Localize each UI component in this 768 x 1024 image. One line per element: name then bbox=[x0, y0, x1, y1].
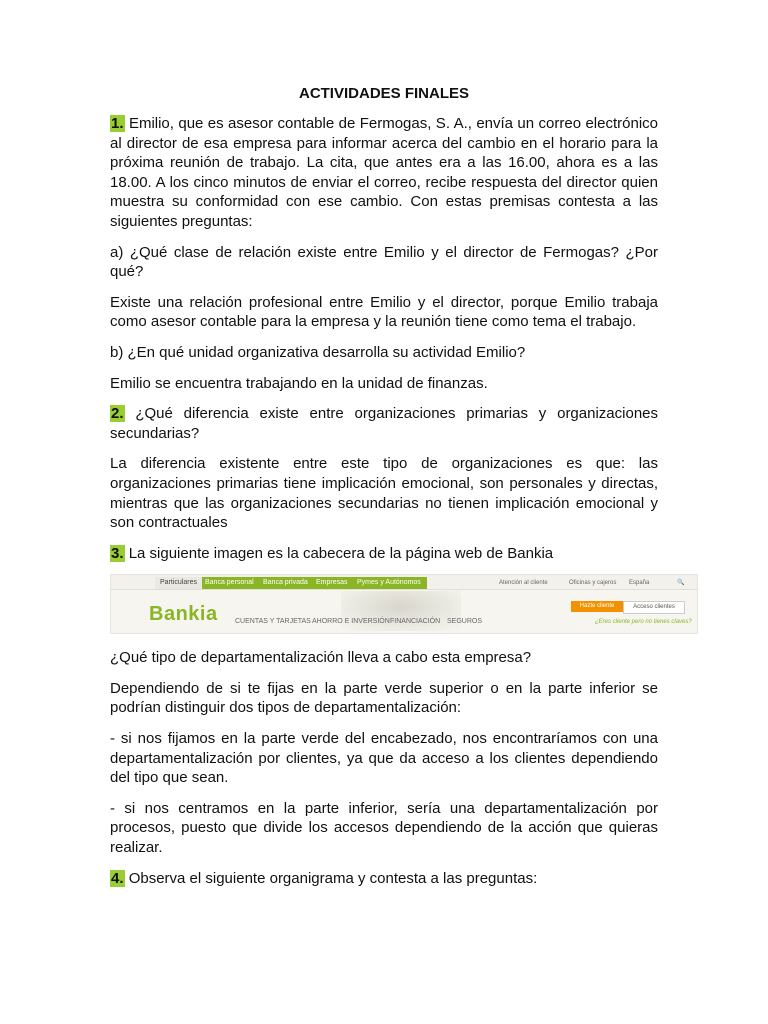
bankia-acceso-clientes-button: Acceso clientes bbox=[623, 601, 685, 614]
q4-text: Observa el siguiente organigrama y contesta a las preguntas: bbox=[128, 869, 538, 887]
q3-number: 3. bbox=[111, 544, 124, 562]
bankia-tab-pymes: Pymes y Autónomos bbox=[357, 579, 421, 587]
bankia-tab-banca-privada: Banca privada bbox=[263, 579, 308, 587]
bankia-nav-financiacion: FINANCIACIÓN bbox=[390, 618, 441, 626]
bankia-hazte-cliente-button: Hazte cliente bbox=[571, 601, 623, 612]
bankia-nav-ahorro: AHORRO E INVERSIÓN bbox=[312, 618, 390, 626]
bankia-tab-empresas: Empresas bbox=[316, 579, 348, 587]
q3-question: ¿Qué tipo de departamentalización lleva a cabo esta empresa? bbox=[110, 649, 532, 667]
q1a-question: a) ¿Qué clase de relación existe entre Emilio y el director de Fermogas? ¿Por qué? bbox=[110, 243, 658, 281]
q2-text: ¿Qué diferencia existe entre organizaciones primarias y organizaciones secundarias? bbox=[110, 405, 658, 442]
bankia-logo: Bankia bbox=[149, 603, 218, 626]
q1b-answer: Emilio se encuentra trabajando en la unidad de finanzas. bbox=[110, 374, 488, 392]
q4-paragraph bbox=[110, 869, 658, 889]
search-icon: 🔍 bbox=[677, 580, 685, 587]
page-title: ACTIVIDADES FINALES bbox=[298, 85, 469, 102]
q3-answer-3: - si nos centramos en la parte inferior, sería una departamentalización por procesos, puesto que divide los accesos dependiendo de la acción que quieras realizar. bbox=[110, 799, 658, 857]
q3-paragraph bbox=[110, 544, 658, 564]
bankia-header-photo bbox=[341, 591, 461, 631]
q1a-answer: Existe una relación profesional entre Emilio y el director, porque Emilio trabaja como asesor contable para la empresa y la reunión tiene como tema el trabajo. bbox=[110, 293, 658, 331]
q4-number: 4. bbox=[111, 869, 124, 887]
q3-answer-1: Dependiendo de si te fijas en la parte verde superior o en la parte inferior se podrían distinguir dos tipos de departamentalización: bbox=[110, 679, 658, 717]
bankia-country-select: España bbox=[629, 580, 650, 587]
bankia-tagline: ¿Eres cliente pero no tienes claves? bbox=[595, 619, 692, 626]
q1-paragraph bbox=[110, 114, 658, 232]
q1b-question: b) ¿En qué unidad organizativa desarrolla su actividad Emilio? bbox=[110, 343, 526, 361]
q2-number: 2. bbox=[111, 405, 124, 423]
bankia-oficinas-link: Oficinas y cajeros bbox=[569, 580, 617, 587]
q3-text: La siguiente imagen es la cabecera de la página web de Bankia bbox=[128, 544, 554, 562]
bankia-nav-cuentas: CUENTAS Y TARJETAS bbox=[235, 618, 311, 626]
bankia-tab-particulares: Particulares bbox=[155, 577, 202, 589]
bankia-header-image bbox=[110, 574, 698, 634]
q2-paragraph bbox=[110, 404, 658, 443]
q1-number: 1. bbox=[111, 115, 124, 132]
document-content bbox=[110, 84, 692, 899]
bankia-atencion-link: Atención al cliente bbox=[499, 580, 548, 587]
q3-answer-2: - si nos fijamos en la parte verde del encabezado, nos encontraríamos con una departamentalización por clientes, ya que da acceso a los clientes dependiendo del tipo que sean. bbox=[110, 730, 658, 787]
q2-answer: La diferencia existente entre este tipo de organizaciones es que: las organizaciones primarias tiene implicación emocional, son personales y directas, mientras que las organizaciones secundarias no tienen implicación emocional y son contractuales bbox=[110, 455, 658, 532]
q1-text: Emilio, que es asesor contable de Fermogas, S. A., envía un correo electrónico al director de esa empresa para informar acerca del cambio en el horario para la próxima reunión de trabajo. La cita, que antes era a las 16.00, ahora es a las 18.00. A los cinco minutos de enviar el correo, recibe respuesta del director quien muestra su conformidad con ese cambio. Con estas premisas contesta a las siguientes preguntas: bbox=[110, 115, 658, 230]
bankia-tab-banca-personal: Banca personal bbox=[205, 579, 254, 587]
bankia-nav-seguros: SEGUROS bbox=[447, 618, 483, 626]
